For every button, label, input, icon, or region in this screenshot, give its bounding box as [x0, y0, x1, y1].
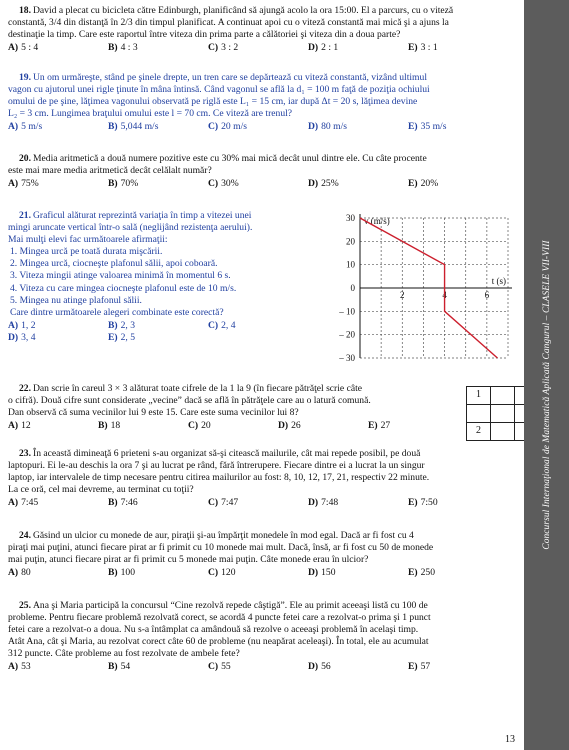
problem-number: 23.	[19, 448, 31, 459]
problem-number: 19.	[19, 72, 31, 83]
option-a[interactable]: A) 7:45	[8, 497, 39, 509]
option-a[interactable]: A) 1, 2	[8, 319, 36, 331]
grid-cell	[491, 423, 515, 441]
option-d[interactable]: D) 80 m/s	[308, 121, 347, 133]
answer-options	[8, 661, 516, 673]
question: Care dintre următoarele alegeri combinate este corectă?	[10, 306, 224, 318]
grid-cell	[467, 405, 491, 423]
statement: 3. Viteza mingii atinge valoarea minimă în momentul 6 s.	[10, 270, 231, 282]
problem-text: probleme. Pentru fiecare problemă rezolvată corect, se acordă 4 puncte fetei care a rezolvat-o prima şi 1 punct	[8, 612, 431, 624]
x-tick-label: 4	[442, 290, 447, 300]
problem-text: destinaţie la timp. Care este raportul între viteza din prima parte a călătoriei şi viteza din a doua parte?	[8, 29, 401, 41]
problem-text: Media aritmetică a două numere pozitive este cu 30% mai mică decât unul dintre ele. Cu câte procente	[33, 153, 427, 164]
option-b[interactable]: B) 54	[108, 661, 131, 673]
option-e[interactable]: E) 35 m/s	[408, 121, 447, 133]
problem-text: Dan scrie în careul 3 × 3 alăturat toate cifrele de la 1 la 9 (în fiecare pătrăţel scrie câte	[33, 383, 363, 394]
option-c[interactable]: C) 7:47	[208, 497, 239, 509]
option-c[interactable]: C) 30%	[208, 178, 239, 190]
problem-19	[8, 72, 516, 133]
problem-number: 25.	[19, 600, 31, 611]
option-d[interactable]: D) 56	[308, 661, 331, 673]
problem-text: Ana şi Maria participă la concursul “Cine rezolvă repede câştigă”. Ele au primit aceeaşi listă cu 100 de	[33, 600, 428, 611]
problem-number: 24.	[19, 530, 31, 541]
x-tick-label: 6	[484, 290, 490, 300]
x-tick-label: 2	[400, 290, 405, 300]
statement: 4. Viteza cu care mingea ciocneşte plafonul este de 10 m/s.	[10, 282, 237, 294]
y-tick-label: 10	[346, 259, 355, 270]
option-e[interactable]: E) 2, 5	[108, 331, 135, 343]
y-tick-label: 0	[350, 283, 355, 293]
problem-text: Dan observă că suma vecinilor lui 9 este 15. Care este suma vecinilor lui 8?	[8, 407, 299, 419]
statement: 5. Mingea nu atinge plafonul sălii.	[10, 294, 142, 306]
y-tick-label: – 10	[339, 306, 355, 317]
option-b[interactable]: B) 4 : 3	[108, 42, 138, 54]
problem-number: 22.	[19, 383, 31, 394]
problem-text: fetei care a rezolvat-o a doua. Nu s-a întâmplat ca amândouă să rezolve o aceeaşi problemă în acelaşi timp.	[8, 624, 419, 636]
x-axis-label: t (s)	[491, 276, 506, 286]
problem-number: 20.	[19, 153, 31, 164]
problem-text: laptopuri. Ei le-au deschis la ora 7 şi au lucrat pe rând, fără întrerupere. Fiecare dintre ei a lucrat la un singur	[8, 460, 425, 472]
option-e[interactable]: E) 57	[408, 661, 431, 673]
grid-cell	[491, 405, 515, 423]
problem-18	[8, 5, 516, 54]
option-b[interactable]: B) 18	[98, 420, 121, 432]
problem-text: Un om urmăreşte, stând pe şinele drepte, un tren care se depărtează cu viteză constantă, vizând ultimul	[33, 72, 427, 83]
contest-sidebar	[524, 0, 569, 750]
option-a[interactable]: A) 12	[8, 420, 31, 432]
answer-options	[8, 497, 516, 509]
page-number: 13	[505, 734, 515, 745]
problem-text: 312 puncte. Câte probleme au fost rezolvate de ambele fete?	[8, 648, 240, 660]
option-c[interactable]: C) 55	[208, 661, 231, 673]
option-c[interactable]: C) 2, 4	[208, 319, 236, 331]
answer-options	[8, 320, 326, 332]
problem-text: o cifră). Două cifre sunt considerate „vecine” dacă se află în pătrăţele care au o latură comună.	[8, 395, 371, 407]
option-b[interactable]: B) 100	[108, 567, 135, 579]
answer-options	[8, 178, 516, 190]
problem-23	[8, 448, 516, 509]
answer-options	[8, 42, 516, 54]
option-e[interactable]: E) 3 : 1	[408, 42, 438, 54]
answer-options	[8, 567, 516, 579]
option-d[interactable]: D) 150	[308, 567, 336, 579]
option-b[interactable]: B) 2, 3	[108, 319, 135, 331]
option-e[interactable]: E) 250	[408, 567, 435, 579]
answer-options	[8, 332, 326, 344]
option-d[interactable]: D) 3, 4	[8, 331, 36, 343]
option-e[interactable]: E) 27	[368, 420, 391, 432]
option-d[interactable]: D) 26	[278, 420, 301, 432]
y-tick-label: 30	[346, 213, 355, 223]
problem-text: laptop, iar intervalele de timp necesare pentru citirea mailurilor au fost: 8, 10, 12, 17, 21, respectiv 22 minute.	[8, 472, 430, 484]
problem-text: Găsind un ulcior cu monede de aur, piraţii şi-au împărţit monedele în mod egal. Dacă ar fi fost cu 4	[33, 530, 414, 541]
option-d[interactable]: D) 2 : 1	[308, 42, 339, 54]
problem-text: Graficul alăturat reprezintă variaţia în timp a vitezei unei	[33, 210, 252, 221]
problem-number: 18.	[19, 5, 31, 16]
y-tick-label: – 20	[339, 329, 355, 340]
option-b[interactable]: B) 7:46	[108, 497, 138, 509]
option-a[interactable]: A) 53	[8, 661, 31, 673]
problem-number: 21.	[19, 210, 31, 221]
problem-24	[8, 530, 516, 579]
grid-cell: 2	[467, 423, 491, 441]
problem-25	[8, 600, 516, 674]
answer-options	[8, 121, 516, 133]
problem-text: constantă, 3/4 din distanţă în 2/3 din timpul planificat. A continuat apoi cu o viteză constantă mai mică şi a ajuns la	[8, 17, 449, 29]
problem-text: Atât Ana, cât şi Maria, au rezolvat corect câte 60 de probleme (nu neapărat aceleaşi). În total, ele au acumulat	[8, 636, 429, 648]
option-c[interactable]: C) 3 : 2	[208, 42, 239, 54]
statement: 2. Mingea urcă, ciocneşte plafonul sălii, apoi coboară.	[10, 258, 218, 270]
problem-text: David a plecat cu bicicleta către Edinburgh, planificând să ajungă acolo la ora 15:00. El a parcurs, cu o viteză	[33, 5, 454, 16]
problem-text: omului de pe şine, lăţimea vagonului observată pe riglă este L₁ = 15 cm, iar după Δt = 20 s, lăţimea devine	[8, 96, 418, 108]
velocity-time-chart	[330, 208, 515, 368]
problem-20	[8, 153, 516, 190]
option-a[interactable]: A) 75%	[8, 178, 39, 190]
problem-text: mai puţin, atunci fiecare pirat ar fi primit cu 5 monede mai puţin. Câte monede erau în ulcior?	[8, 554, 369, 566]
option-b[interactable]: B) 70%	[108, 178, 139, 190]
problem-text: Mai mulţi elevi fac următoarele afirmaţii:	[8, 234, 168, 246]
option-b[interactable]: B) 5,044 m/s	[108, 121, 159, 133]
option-d[interactable]: D) 7:48	[308, 497, 339, 509]
answer-options	[8, 420, 460, 432]
problem-text: vagon cu ajutorul unei rigle ţinute în mâna întinsă. Când vagonul se află la d₁ = 100 m faţă de poziţia ochiului	[8, 84, 430, 96]
statement: 1. Mingea urcă pe toată durata mişcării.	[10, 246, 163, 258]
option-e[interactable]: E) 7:50	[408, 497, 438, 509]
problem-text: La ce oră, cel mai devreme, au terminat cu toţii?	[8, 484, 194, 496]
option-c[interactable]: C) 20 m/s	[208, 121, 247, 133]
grid-cell: 1	[467, 387, 491, 405]
y-axis-label: v (m/s)	[364, 216, 390, 226]
problem-text: În această dimineaţă 6 prieteni s-au organizat să-şi citească mailurile, cât mai repede posibil, pe două	[33, 448, 421, 459]
option-c[interactable]: C) 20	[188, 420, 211, 432]
problem-22	[8, 383, 460, 432]
option-e[interactable]: E) 20%	[408, 178, 439, 190]
problem-21	[8, 210, 326, 344]
option-a[interactable]: A) 5 m/s	[8, 121, 43, 133]
y-tick-label: 20	[346, 236, 355, 247]
y-tick-label: – 30	[339, 353, 355, 363]
sidebar-title: Concursul Internaţional de Matematică Aplicată Cangurul – CLASELE VII-VIII	[541, 240, 552, 550]
problem-text: mingi aruncate vertical într-o sală (neglijând rezistenţa aerului).	[8, 222, 253, 234]
option-a[interactable]: A) 80	[8, 567, 31, 579]
option-c[interactable]: C) 120	[208, 567, 236, 579]
grid-cell	[491, 387, 515, 405]
option-d[interactable]: D) 25%	[308, 178, 339, 190]
problem-text: L₂ = 3 cm. Lungimea braţului omului este l = 70 cm. Ce viteză are trenul?	[8, 108, 293, 120]
problem-text: este mai mare media aritmetică decât celălalt număr?	[8, 165, 212, 177]
option-a[interactable]: A) 5 : 4	[8, 42, 39, 54]
problem-text: piraţi mai puţini, atunci fiecare pirat ar fi primit cu 10 monede mai mult. Dacă, însă, ar fi fost cu 50 de monede	[8, 542, 434, 554]
